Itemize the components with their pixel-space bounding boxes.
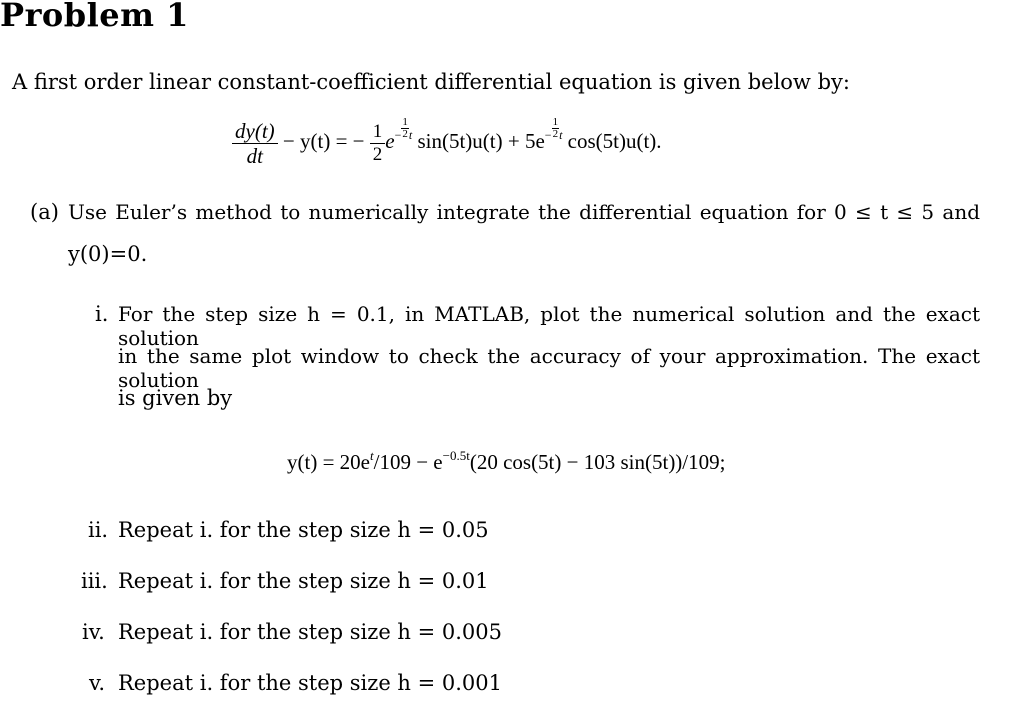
item-ii-label: ii. (88, 518, 109, 542)
derivative-denominator: dt (246, 143, 263, 168)
exponent-fraction-1 (401, 117, 409, 140)
exponent-sign-2: − (544, 128, 552, 142)
derivative-fraction (232, 120, 278, 167)
exact-solution (287, 450, 725, 475)
item-i-line2: in the same plot window to check the accuracy of your approximation. The exact solution (118, 344, 980, 392)
item-ii-text: Repeat i. for the step size h = 0.05 (118, 518, 489, 542)
exponent-denominator-2: 2 (552, 128, 559, 140)
part-a-line2: y(0)=0. (68, 242, 148, 266)
exponent-t-1: t (408, 128, 413, 142)
item-iv-text: Repeat i. for the step size h = 0.005 (118, 620, 503, 644)
item-i-line1: For the step size h = 0.1, in MATLAB, plot the numerical solution and the exact solution (118, 302, 980, 350)
exponent-sign-1: − (394, 128, 402, 142)
intro-text: A first order linear constant-coefficient differential equation is given below by: (12, 70, 850, 94)
exact-part2: /109 − e (373, 450, 443, 474)
item-v-text: Repeat i. for the step size h = 0.001 (118, 671, 503, 695)
problem-title: Problem 1 (0, 0, 189, 34)
item-iv-label: iv. (82, 620, 105, 644)
equation-lhs-minus: − y(t) = − (282, 129, 365, 153)
equation-term2: cos(5t)u(t). (562, 129, 662, 153)
exponent-t-2: t (559, 128, 563, 142)
exponent-fraction-2 (552, 116, 563, 142)
coefficient-fraction (370, 122, 386, 165)
differential-equation (232, 117, 662, 167)
derivative-numerator: dy(t) (232, 120, 278, 144)
exponent-numerator-2: 1 (552, 116, 559, 128)
item-i-line3: is given by (118, 386, 233, 410)
exact-part3: (20 cos(5t) − 103 sin(5t))/109; (469, 450, 726, 474)
equation-term1: sin(5t)u(t) + 5e (412, 129, 545, 153)
item-iii-label: iii. (81, 569, 108, 593)
exponent-numerator-1: 1 (402, 116, 408, 128)
exp-base-1: e (385, 129, 395, 153)
part-a-line1: Use Euler’s method to numerically integrate the differential equation for 0 ≤ t ≤ 5 and (68, 200, 980, 224)
exact-sup1: t (370, 448, 374, 463)
coefficient-denominator: 2 (372, 143, 383, 165)
coefficient-numerator: 1 (370, 122, 386, 144)
exact-sup2: −0.5t (442, 448, 470, 463)
exponent-denominator-1: 2 (402, 128, 408, 140)
item-iii-text: Repeat i. for the step size h = 0.01 (118, 569, 489, 593)
item-v-label: v. (89, 671, 106, 695)
exact-part1: y(t) = 20e (287, 450, 370, 474)
part-a-label: (a) (30, 200, 59, 224)
item-i-label: i. (95, 302, 109, 326)
